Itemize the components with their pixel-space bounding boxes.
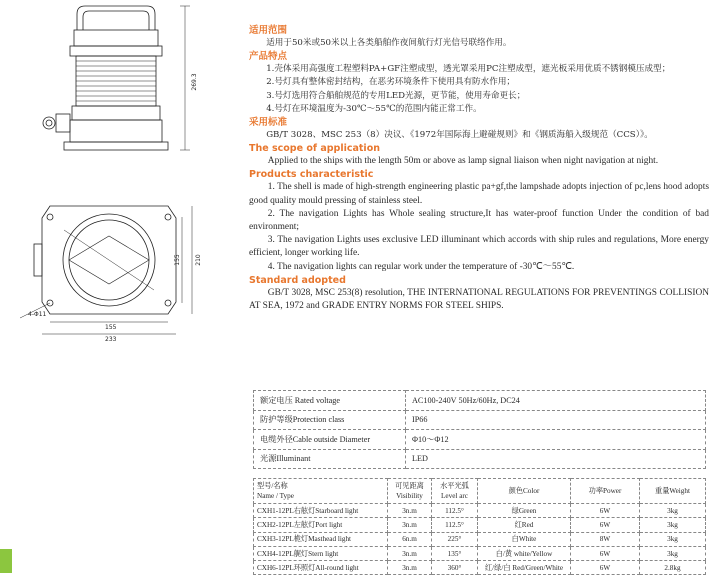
standard-text-cn: GB/T 3028、MSC 253（8）决议、《1972年国际海上避碰规则》和《钢质海船入级规范（CCS）》。 <box>266 130 653 141</box>
spec-value: IP66 <box>406 410 706 430</box>
cell-visibility: 6n.m <box>388 532 432 546</box>
cell-name: CXH6-12PL环照灯All-round light <box>254 561 388 575</box>
spec-label: 额定电压 Rated voltage <box>254 391 406 411</box>
header-name <box>254 479 388 504</box>
product-description <box>249 24 709 313</box>
table-row <box>254 561 706 575</box>
cell-name: CXH4-12PL艉灯Stern light <box>254 546 388 560</box>
cell-color: 白/黄 white/Yellow <box>478 546 571 560</box>
scope-title-en: The scope of application <box>249 143 380 155</box>
features-title-en: Products characteristic <box>249 169 374 181</box>
cell-arc: 135° <box>432 546 478 560</box>
header-color: 颜色Color <box>478 479 571 504</box>
cell-color: 红Red <box>478 518 571 532</box>
cell-arc: 112.5° <box>432 518 478 532</box>
table-row <box>254 518 706 532</box>
cell-arc: 225° <box>432 532 478 546</box>
table-row <box>254 546 706 560</box>
standard-title-cn: 采用标准 <box>249 117 288 129</box>
table-row <box>254 504 706 518</box>
dim-155-vertical-label: 155 <box>174 254 181 266</box>
standard-text-en: GB/T 3028, MSC 253(8) resolution, THE INTERNATIONAL REGULATIONS FOR PREVENTINGS COLLISION AT SEA, 1972 and GRADE ENTRY NORMS FOR STEEL SHIPS. <box>249 287 709 312</box>
table-header-row <box>254 479 706 504</box>
cell-visibility: 3n.m <box>388 561 432 575</box>
cell-name: CXH2-12PL左舷灯Port light <box>254 518 388 532</box>
types-table <box>253 478 706 575</box>
cell-weight: 3kg <box>640 546 706 560</box>
header-power: 功率Power <box>571 479 640 504</box>
spec-value: Φ10～Φ12 <box>406 430 706 450</box>
side-view-drawing <box>43 6 190 150</box>
feature-en-2: 2. The navigation Lights has Whole sealing structure,It has water-proof function Under the condition of bad environment; <box>249 208 709 233</box>
cell-weight: 3kg <box>640 532 706 546</box>
dim-155-horizontal-label: 155 <box>105 324 117 331</box>
cell-color: 白White <box>478 532 571 546</box>
features-title-cn: 产品特点 <box>249 51 288 63</box>
spec-table <box>253 390 706 469</box>
feature-cn-3: 3.号灯选用符合船舶规范的专用LED光源，更节能，使用寿命更长； <box>266 90 526 101</box>
cell-power: 6W <box>571 546 640 560</box>
header-name-en: Name / Type <box>257 492 294 500</box>
table-row <box>254 449 706 469</box>
spec-label: 防护等级Protection class <box>254 410 406 430</box>
page-tab-marker <box>0 549 12 573</box>
dim-233-label: 233 <box>105 336 117 343</box>
standard-title-en: Standard adopted <box>249 274 346 286</box>
table-row <box>254 430 706 450</box>
table-row <box>254 532 706 546</box>
cell-arc: 360° <box>432 561 478 575</box>
cell-weight: 3kg <box>640 518 706 532</box>
cell-visibility: 3n.m <box>388 504 432 518</box>
dim-height-label: 269.3 <box>191 73 198 91</box>
header-arc-cn: 水平光弧 <box>440 482 469 490</box>
feature-cn-4: 4.号灯在环境温度为-30℃～55℃的范围内能正常工作。 <box>266 103 482 114</box>
header-weight: 重量Weight <box>640 479 706 504</box>
cell-power: 6W <box>571 504 640 518</box>
scope-text-en: Applied to the ships with the length 50m or above as lamp signal liaison when night navigation at night. <box>267 156 659 167</box>
cell-weight: 3kg <box>640 504 706 518</box>
scope-text-cn: 适用于50米或50米以上各类船舶作夜间航行灯光信号联络作用。 <box>266 38 512 48</box>
cell-arc: 112.5° <box>432 504 478 518</box>
feature-en-3: 3. The navigation Lights uses exclusive LED illuminant which accords with ship rules and regulations, More energy efficient, longer working life. <box>249 235 709 259</box>
feature-cn-2: 2.号灯具有整体密封结构，在恶劣环境条件下使用具有防水作用； <box>266 77 516 88</box>
cell-visibility: 3n.m <box>388 546 432 560</box>
header-visibility-cn: 可见距离 <box>395 482 424 490</box>
cell-color: 红/绿/白 Red/Green/White <box>478 561 571 575</box>
feature-en-1: 1. The shell is made of high-strength engineering plastic pa+gf,the lampshade adopts injection of pc,lens hood adopts good quality mould pressing of stainless steel. <box>249 182 709 206</box>
cell-color: 绿Green <box>478 504 571 518</box>
header-name-cn: 型号/名称 <box>257 482 288 490</box>
spec-value: AC100-240V 50Hz/60Hz, DC24 <box>406 391 706 411</box>
spec-value: LED <box>406 449 706 469</box>
cell-power: 8W <box>571 532 640 546</box>
feature-cn-1: 1.壳体采用高强度工程塑料PA+GF注塑成型，透光罩采用PC注塑成型，遮光板采用优质不锈钢模压成型； <box>266 64 671 75</box>
cell-visibility: 3n.m <box>388 518 432 532</box>
cell-weight: 2.8kg <box>640 561 706 575</box>
header-visibility-en: Visibility <box>396 492 423 500</box>
technical-drawings <box>0 0 240 581</box>
spec-label: 电缆外径Cable outside Diameter <box>254 430 406 450</box>
cell-power: 6W <box>571 518 640 532</box>
table-row <box>254 410 706 430</box>
cell-name: CXH1-12PL右舷灯Starboard light <box>254 504 388 518</box>
dim-210-label: 210 <box>195 254 202 266</box>
spec-label: 光源Illuminant <box>254 449 406 469</box>
scope-title-cn: 适用范围 <box>249 25 288 36</box>
feature-en-4: 4. The navigation lights can regular work under the temperature of -30℃～55℃. <box>267 261 575 272</box>
cell-power: 6W <box>571 561 640 575</box>
cell-name: CXH3-12PL桅灯Masthead light <box>254 532 388 546</box>
hole-label: 4-Φ11 <box>28 311 47 318</box>
header-visibility <box>388 479 432 504</box>
header-arc-en: Level arc <box>441 492 468 500</box>
table-row <box>254 391 706 411</box>
header-arc <box>432 479 478 504</box>
